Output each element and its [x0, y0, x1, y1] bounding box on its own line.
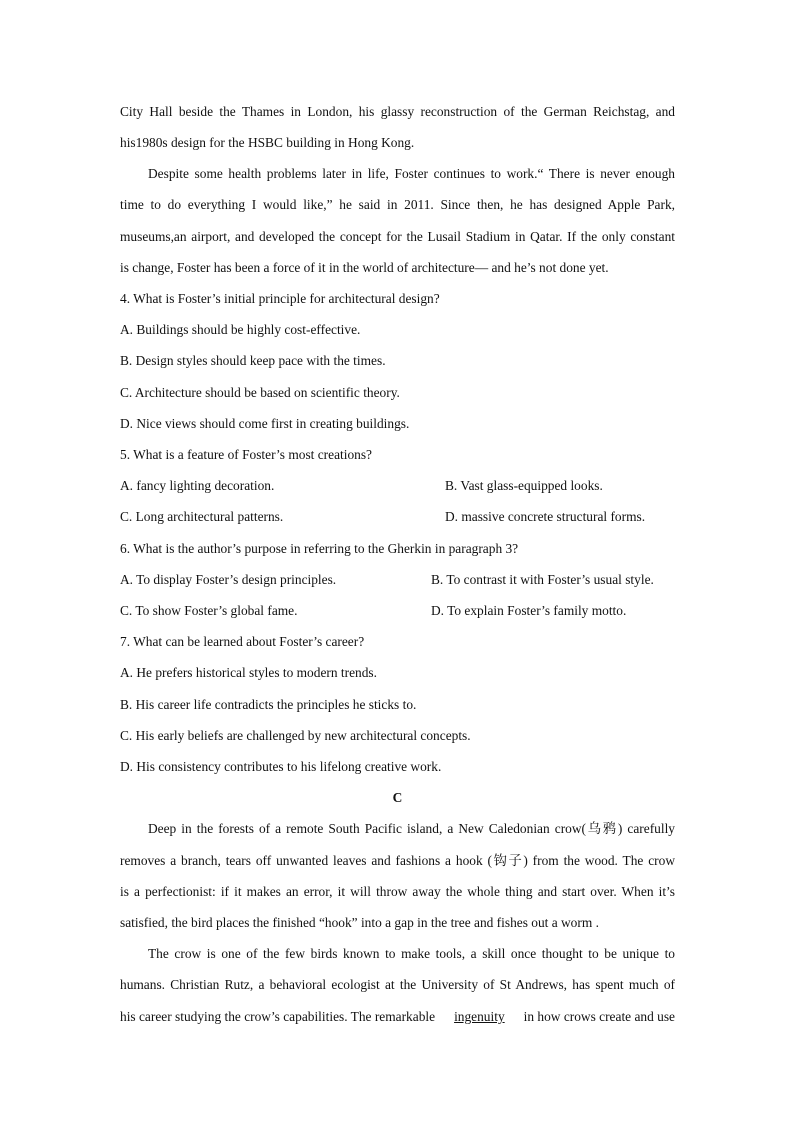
question-7-option-c: C. His early beliefs are challenged by new architectural concepts.	[120, 728, 471, 743]
passage-line: removes a branch, tears off unwanted leaves and fashions a hook (钩子) from the wood. The crow	[120, 853, 675, 868]
question-5-option-d: D. massive concrete structural forms.	[445, 509, 646, 524]
passage-line: is a perfectionist: if it makes an error, it will throw away the whole thing and start over. When it’s	[120, 884, 675, 899]
passage-line: is change, Foster has been a force of it in the world of architecture— and he’s not done yet.	[120, 260, 609, 275]
question-4-option-d: D. Nice views should come first in creating buildings.	[120, 416, 410, 431]
underlined-word: ingenuity	[454, 1009, 505, 1024]
question-7-stem: 7. What can be learned about Foster’s career?	[120, 634, 365, 649]
question-4-option-a: A. Buildings should be highly cost-effective.	[120, 322, 361, 337]
question-5-stem: 5. What is a feature of Foster’s most creations?	[120, 447, 372, 462]
question-7-option-a: A. He prefers historical styles to modern trends.	[120, 665, 377, 680]
question-4-option-c: C. Architecture should be based on scientific theory.	[120, 385, 400, 400]
passage-text: in how crows create and use	[523, 1009, 675, 1024]
passage-text: his career studying the crow’s capabilities. The remarkable	[120, 1009, 436, 1024]
question-6-option-a: A. To display Foster’s design principles.	[120, 572, 337, 587]
question-6-stem: 6. What is the author’s purpose in referring to the Gherkin in paragraph 3?	[120, 541, 519, 556]
passage-line	[120, 1008, 675, 1026]
passage-line: City Hall beside the Thames in London, his glassy reconstruction of the German Reichstag, and	[120, 104, 675, 119]
question-6-option-b: B. To contrast it with Foster’s usual style.	[431, 572, 654, 587]
question-7-option-b: B. His career life contradicts the principles he sticks to.	[120, 697, 417, 712]
passage-line: satisfied, the bird places the finished “hook” into a gap in the tree and fishes out a worm .	[120, 915, 599, 930]
question-7-option-d: D. His consistency contributes to his lifelong creative work.	[120, 759, 442, 774]
section-heading: C	[392, 790, 403, 805]
question-6-option-c: C. To show Foster’s global fame.	[120, 603, 298, 618]
question-5-option-a: A. fancy lighting decoration.	[120, 478, 275, 493]
passage-line: The crow is one of the few birds known to make tools, a skill once thought to be unique to	[148, 946, 675, 961]
passage-line: time to do everything I would like,” he said in 2011. Since then, he has designed Apple Park,	[120, 197, 675, 212]
question-5-option-c: C. Long architectural patterns.	[120, 509, 284, 524]
passage-line: his1980s design for the HSBC building in Hong Kong.	[120, 135, 415, 150]
question-4-stem: 4. What is Foster’s initial principle for architectural design?	[120, 291, 440, 306]
passage-line: Deep in the forests of a remote South Pacific island, a New Caledonian crow(乌鸦) carefully	[148, 821, 675, 836]
question-5-option-b: B. Vast glass-equipped looks.	[445, 478, 603, 493]
passage-line: humans. Christian Rutz, a behavioral ecologist at the University of St Andrews, has spent much of	[120, 977, 675, 992]
question-6-option-d: D. To explain Foster’s family motto.	[431, 603, 627, 618]
question-4-option-b: B. Design styles should keep pace with the times.	[120, 353, 386, 368]
passage-line: museums,an airport, and developed the concept for the Lusail Stadium in Qatar. If the only constant	[120, 229, 675, 244]
passage-line: Despite some health problems later in life, Foster continues to work.“ There is never enough	[148, 166, 675, 181]
